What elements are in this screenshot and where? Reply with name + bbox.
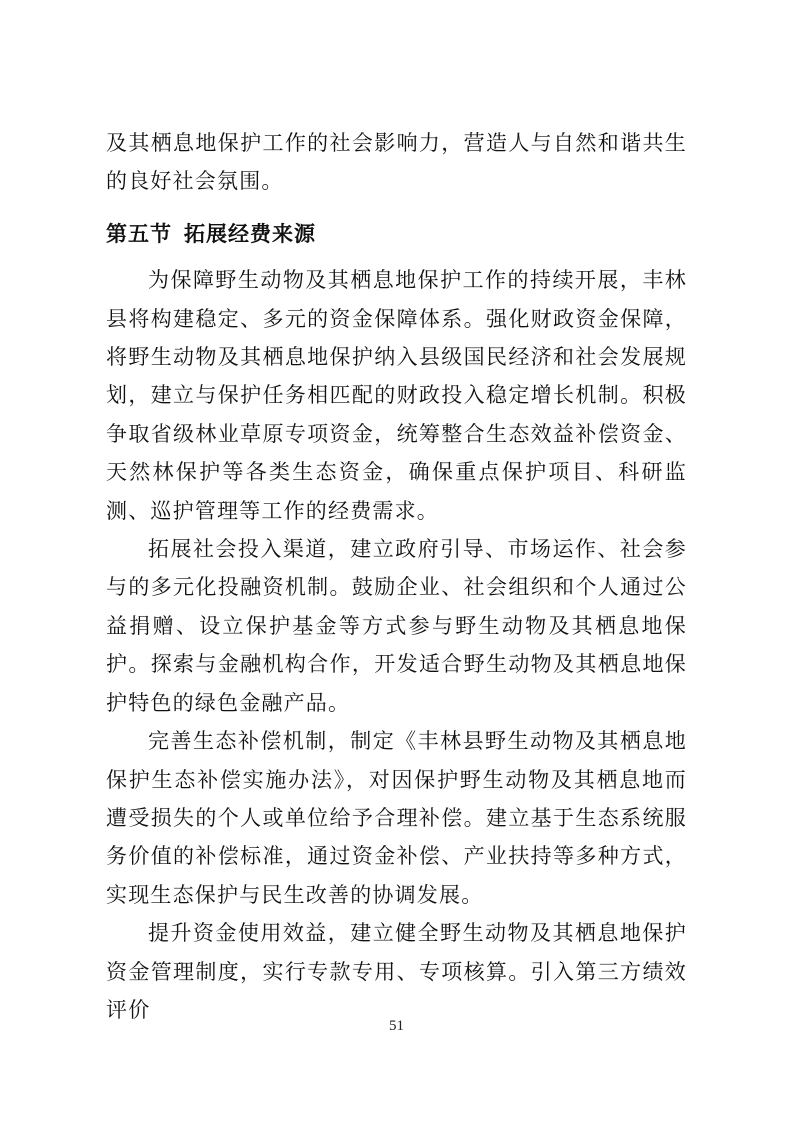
section-heading bbox=[106, 201, 687, 261]
page-number: 51 bbox=[389, 1018, 404, 1034]
paragraph-fund-efficiency: 提升资金使用效益，建立健全野生动物及其栖息地保护资金管理制度，实行专款专用、专项核算。引入第三方绩效评价 bbox=[106, 921, 687, 1022]
continuation-paragraph: 及其栖息地保护工作的社会影响力，营造人与自然和谐共生的良好社会氛围。 bbox=[106, 131, 687, 194]
paragraph-funding-guarantee: 为保障野生动物及其栖息地保护工作的持续开展，丰林县将构建稳定、多元的资金保障体系。强化财政资金保障，将野生动物及其栖息地保护纳入县级国民经济和社会发展规划，建立与保护任务相匹配的财政投入稳定增长机制。积极争取省级林业草原专项资金，统筹整合生态效益补偿资金、天然林保护等各类生态资金，确保重点保护项目、科研监测、巡护管理等工作的经费需求。 bbox=[106, 268, 687, 523]
paragraph-social-investment: 拓展社会投入渠道，建立政府引导、市场运作、社会参与的多元化投融资机制。鼓励企业、社会组织和个人通过公益捐赠、设立保护基金等方式参与野生动物及其栖息地保护。探索与金融机构合作，开发适合野生动物及其栖息地保护特色的绿色金融产品。 bbox=[106, 537, 687, 715]
page-content bbox=[106, 124, 687, 1029]
paragraph-ecological-compensation: 完善生态补偿机制，制定《丰林县野生动物及其栖息地保护生态补偿实施办法》，对因保护野生动物及其栖息地而遭受损失的个人或单位给予合理补偿。建立基于生态系统服务价值的补偿标准，通过资金补偿、产业扶持等多种方式，实现生态保护与民生改善的协调发展。 bbox=[106, 729, 687, 907]
section-title: 拓展经费来源 bbox=[184, 221, 316, 246]
section-number: 第五节 bbox=[106, 221, 172, 246]
